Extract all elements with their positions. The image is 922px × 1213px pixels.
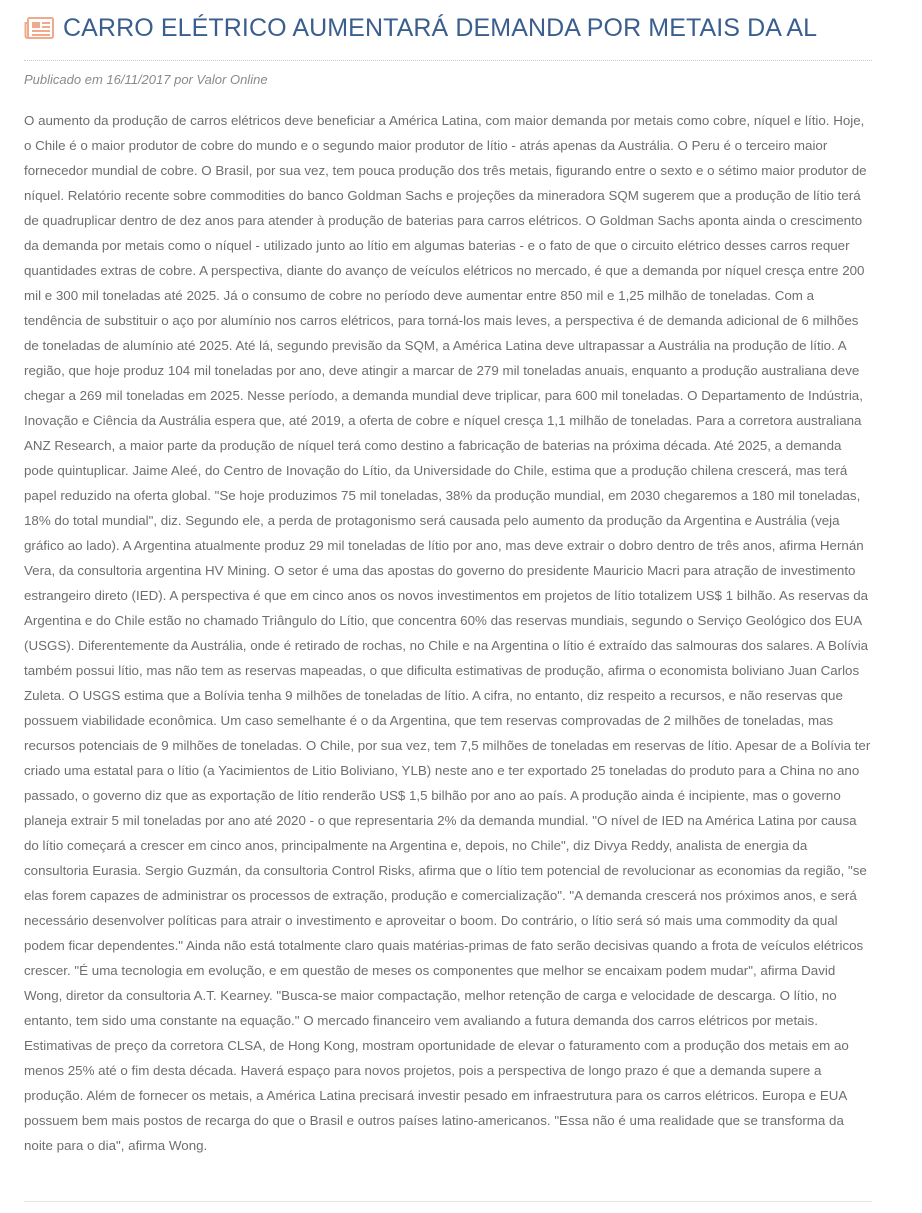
publication-info: Publicado em 16/11/2017 por Valor Online: [24, 72, 268, 87]
newspaper-icon: [24, 17, 54, 39]
title-divider: [24, 60, 872, 61]
title-row: [24, 12, 874, 44]
footer-divider: [24, 1201, 872, 1202]
article-title: CARRO ELÉTRICO AUMENTARÁ DEMANDA POR METAIS DA AL: [63, 14, 818, 42]
article-body: O aumento da produção de carros elétricos deve beneficiar a América Latina, com maior demanda por metais como cobre, níquel e lítio. Hoje, o Chile é o maior produtor de cobre do mundo e o segundo maior produtor de lítio - atrás apenas da Austrália. O Peru é o terceiro maior fornecedor mundial de cobre. O Brasil, por sua vez, tem pouca produção dos três metais, figurando entre o sexto e o sétimo maior produtor de níquel. Relatório recente sobre commodities do banco Goldman Sachs e projeções da mineradora SQM sugerem que a produção de lítio terá de quadruplicar dentro de dez anos para atender à produção de baterias para carros elétricos. O Goldman Sachs aponta ainda o crescimento da demanda por metais como o níquel - utilizado junto ao lítio em algumas baterias - e o fato de que o circuito elétrico desses carros requer quantidades extras de cobre. A perspectiva, diante do avanço de veículos elétricos no mercado, é que a demanda por níquel cresça entre 200 mil e 300 mil toneladas até 2025. Já o consumo de cobre no período deve aumentar entre 850 mil e 1,25 milhão de toneladas. Com a tendência de substituir o aço por alumínio nos carros elétricos, para torná-los mais leves, a perspectiva é de demanda adicional de 6 milhões de toneladas de alumínio até 2025. Até lá, segundo previsão da SQM, a América Latina deve ultrapassar a Austrália na produção de lítio. A região, que hoje produz 104 mil toneladas por ano, deve atingir a marcar de 279 mil toneladas anuais, enquanto a produção australiana deve chegar a 269 mil toneladas em 2025. Nesse período, a demanda mundial deve triplicar, para 600 mil toneladas. O Departamento de Indústria, Inovação e Ciência da Austrália espera que, até 2019, a oferta de cobre e níquel cresça 1,1 milhão de toneladas. Para a corretora australiana ANZ Research, a maior parte da produção de níquel terá como destino a fabricação de baterias na próxima década. Até 2025, a demanda pode quintuplicar. Jaime Aleé, do Centro de Inovação do Lítio, da Universidade do Chile, estima que a produção chilena crescerá, mas terá papel reduzido na oferta global. "Se hoje produzimos 75 mil toneladas, 38% da produção mundial, em 2030 chegaremos a 180 mil toneladas, 18% do total mundial", diz. Segundo ele, a perda de protagonismo será causada pelo aumento da produção da Argentina e Austrália (veja gráfico ao lado). A Argentina atualmente produz 29 mil toneladas de lítio por ano, mas deve extrair o dobro dentro de três anos, afirma Hernán Vera, da consultoria argentina HV Mining. O setor é uma das apostas do governo do presidente Mauricio Macri para atração de investimento estrangeiro direto (IED). A perspectiva é que em cinco anos os novos investimentos em projetos de lítio totalizem US$ 1 bilhão. As reservas da Argentina e do Chile estão no chamado Triângulo do Lítio, que concentra 60% das reservas mundiais, segundo o Serviço Geológico dos EUA (USGS). Diferentemente da Austrália, onde é retirado de rochas, no Chile e na Argentina o lítio é extraído das salmouras dos salares. A Bolívia também possui lítio, mas não tem as reservas mapeadas, o que dificulta estimativas de produção, afirma o economista boliviano Juan Carlos Zuleta. O USGS estima que a Bolívia tenha 9 milhões de toneladas de lítio. A cifra, no entanto, diz respeito a recursos, e não reservas que possuem viabilidade econômica. Um caso semelhante é o da Argentina, que tem reservas comprovadas de 2 milhões de toneladas, mas recursos potenciais de 9 milhões de toneladas. O Chile, por sua vez, tem 7,5 milhões de toneladas em reservas de lítio. Apesar de a Bolívia ter criado uma estatal para o lítio (a Yacimientos de Litio Boliviano, YLB) neste ano e ter exportado 25 toneladas do produto para a China no ano passado, o governo diz que as exportação de lítio renderão US$ 1,5 bilhão por ano ao país. A produção ainda é incipiente, mas o governo planeja extrair 5 mil toneladas por ano até 2020 - o que representaria 2% da demanda mundial. "O nível de IED na América Latina por causa do lítio começará a crescer em cinco anos, principalmente na Argentina e, depois, no Chile", diz Divya Reddy, analista de energia da consultoria Eurasia. Sergio Guzmán, da consultoria Control Risks, afirma que o lítio tem potencial de revolucionar as economias da região, "se elas forem capazes de administrar os processos de extração, produção e comercialização". "A demanda crescerá nos próximos anos, e será necessário desenvolver políticas para atrair o investimento e aproveitar o boom. Do contrário, o lítio será só mais uma commodity da qual podem ficar dependentes." Ainda não está totalmente claro quais matérias-primas de fato serão decisivas quando a frota de veículos elétricos crescer. "É uma tecnologia em evolução, e em questão de meses os componentes que melhor se encaixam podem mudar", afirma David Wong, diretor da consultoria A.T. Kearney. "Busca-se maior compactação, melhor retenção de carga e velocidade de descarga. O lítio, no entanto, tem sido uma constante na equação." O mercado financeiro vem avaliando a futura demanda dos carros elétricos por metais. Estimativas de preço da corretora CLSA, de Hong Kong, mostram oportunidade de elevar o faturamento com a produção dos metais em ao menos 25% até o fim desta década. Haverá espaço para novos projetos, pois a perspectiva de longo prazo é que a demanda supere a produção. Além de fornecer os metais, a América Latina precisará investir pesado em infraestrutura para os carros elétricos. Europa e EUA possuem bem mais postos de recarga do que o Brasil e outros países latino-americanos. "Essa não é uma realidade que se transforma da noite para o dia", afirma Wong.: [24, 113, 871, 1153]
